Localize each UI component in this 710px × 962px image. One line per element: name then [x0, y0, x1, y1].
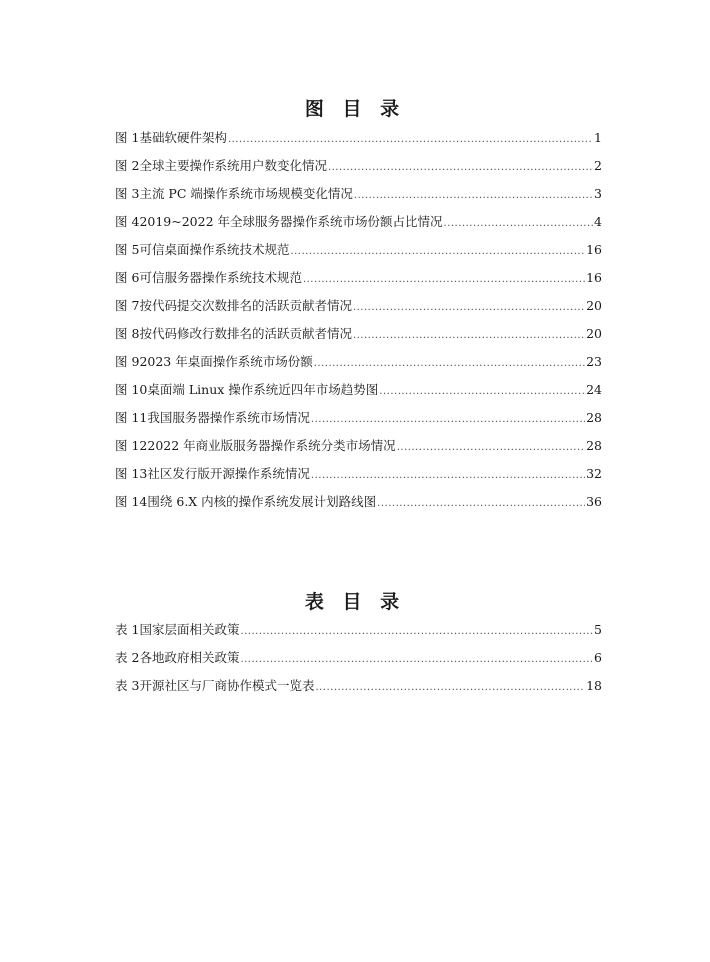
toc-entry-label: 图 14	[115, 494, 148, 509]
toc-entry-title: 按代码修改行数排名的活跃贡献者情况	[139, 326, 352, 341]
toc-entry-title: 2023 年桌面操作系统市场份额	[139, 354, 313, 369]
toc-dot-leader	[315, 682, 585, 693]
toc-dot-leader	[240, 626, 593, 637]
toc-entry-page: 32	[586, 466, 602, 481]
toc-entry-title: 国家层面相关政策	[139, 622, 240, 637]
toc-entry-page: 1	[594, 130, 602, 145]
toc-entry-page: 20	[586, 326, 602, 341]
toc-dot-leader	[303, 274, 585, 285]
toc-entry-page: 28	[586, 438, 602, 453]
toc-dot-leader	[354, 190, 593, 201]
toc-entry-title: 可信桌面操作系统技术规范	[139, 242, 290, 257]
toc-entry-title: 我国服务器操作系统市场情况	[147, 410, 310, 425]
table-list-heading: 表 目 录	[304, 591, 406, 613]
toc-entry[interactable]	[115, 268, 602, 296]
toc-entry[interactable]	[115, 352, 602, 380]
toc-entry-title: 桌面端 Linux 操作系统近四年市场趋势图	[147, 382, 379, 397]
toc-entry-label: 表 1	[115, 622, 140, 637]
toc-entry[interactable]	[115, 620, 602, 648]
toc-entry-title: 各地政府相关政策	[139, 650, 240, 665]
toc-dot-leader	[228, 134, 593, 145]
toc-entry-label: 图 8	[115, 326, 140, 341]
toc-entry-label: 图 6	[115, 270, 140, 285]
toc-entry[interactable]	[115, 296, 602, 324]
toc-entry-title: 按代码提交次数排名的活跃贡献者情况	[139, 298, 352, 313]
toc-entry-title: 开源社区与厂商协作模式一览表	[139, 678, 315, 693]
toc-dot-leader	[397, 442, 585, 453]
toc-entry-page: 18	[586, 678, 602, 693]
toc-entry-title: 基础软硬件架构	[139, 130, 227, 145]
toc-entry[interactable]	[115, 436, 602, 464]
figure-list	[115, 128, 602, 520]
toc-entry-page: 16	[586, 242, 602, 257]
toc-dot-leader	[328, 162, 593, 173]
toc-dot-leader	[290, 246, 585, 257]
toc-entry-page: 16	[586, 270, 602, 285]
toc-entry-label: 图 13	[115, 466, 148, 481]
toc-entry-page: 20	[586, 298, 602, 313]
toc-entry-page: 2	[594, 158, 602, 173]
toc-entry[interactable]	[115, 240, 602, 268]
toc-entry-label: 图 9	[115, 354, 140, 369]
toc-entry-page: 36	[586, 494, 602, 509]
toc-entry-page: 3	[594, 186, 602, 201]
table-list	[115, 620, 602, 704]
toc-entry-page: 4	[594, 214, 602, 229]
toc-dot-leader	[379, 386, 585, 397]
toc-entry-title: 围绕 6.X 内核的操作系统发展计划路线图	[147, 494, 377, 509]
toc-dot-leader	[311, 414, 585, 425]
toc-entry[interactable]	[115, 184, 602, 212]
toc-dot-leader	[377, 498, 585, 509]
toc-dot-leader	[353, 330, 585, 341]
toc-entry[interactable]	[115, 408, 602, 436]
toc-entry[interactable]	[115, 128, 602, 156]
toc-entry[interactable]	[115, 648, 602, 676]
toc-entry[interactable]	[115, 380, 602, 408]
toc-entry-title: 主流 PC 端操作系统市场规模变化情况	[139, 186, 353, 201]
toc-dot-leader	[353, 302, 585, 313]
toc-entry[interactable]	[115, 212, 602, 240]
toc-entry-label: 图 12	[115, 438, 148, 453]
toc-entry-label: 图 4	[115, 214, 140, 229]
toc-dot-leader	[311, 470, 585, 481]
toc-entry-page: 28	[586, 410, 602, 425]
toc-entry[interactable]	[115, 464, 602, 492]
toc-entry-label: 表 3	[115, 678, 140, 693]
toc-entry-title: 社区发行版开源操作系统情况	[147, 466, 310, 481]
toc-entry[interactable]	[115, 676, 602, 704]
toc-entry-label: 图 10	[115, 382, 148, 397]
toc-entry-label: 图 2	[115, 158, 140, 173]
toc-entry-label: 图 1	[115, 130, 140, 145]
toc-entry-page: 6	[594, 650, 602, 665]
figure-list-heading: 图 目 录	[304, 98, 406, 120]
toc-entry-label: 图 3	[115, 186, 140, 201]
toc-entry-label: 表 2	[115, 650, 140, 665]
toc-entry-title: 全球主要操作系统用户数变化情况	[139, 158, 327, 173]
toc-entry-title: 可信服务器操作系统技术规范	[139, 270, 302, 285]
toc-entry-title: 2019~2022 年全球服务器操作系统市场份额占比情况	[139, 214, 443, 229]
toc-entry-page: 23	[586, 354, 602, 369]
toc-entry-page: 24	[586, 382, 602, 397]
toc-entry-page: 5	[594, 622, 602, 637]
toc-entry[interactable]	[115, 156, 602, 184]
toc-entry-label: 图 11	[115, 410, 148, 425]
toc-entry-label: 图 7	[115, 298, 140, 313]
toc-entry-title: 2022 年商业版服务器操作系统分类市场情况	[147, 438, 396, 453]
toc-dot-leader	[240, 654, 593, 665]
toc-entry-label: 图 5	[115, 242, 140, 257]
toc-dot-leader	[314, 358, 585, 369]
toc-dot-leader	[444, 218, 594, 229]
toc-entry[interactable]	[115, 324, 602, 352]
toc-entry[interactable]	[115, 492, 602, 520]
